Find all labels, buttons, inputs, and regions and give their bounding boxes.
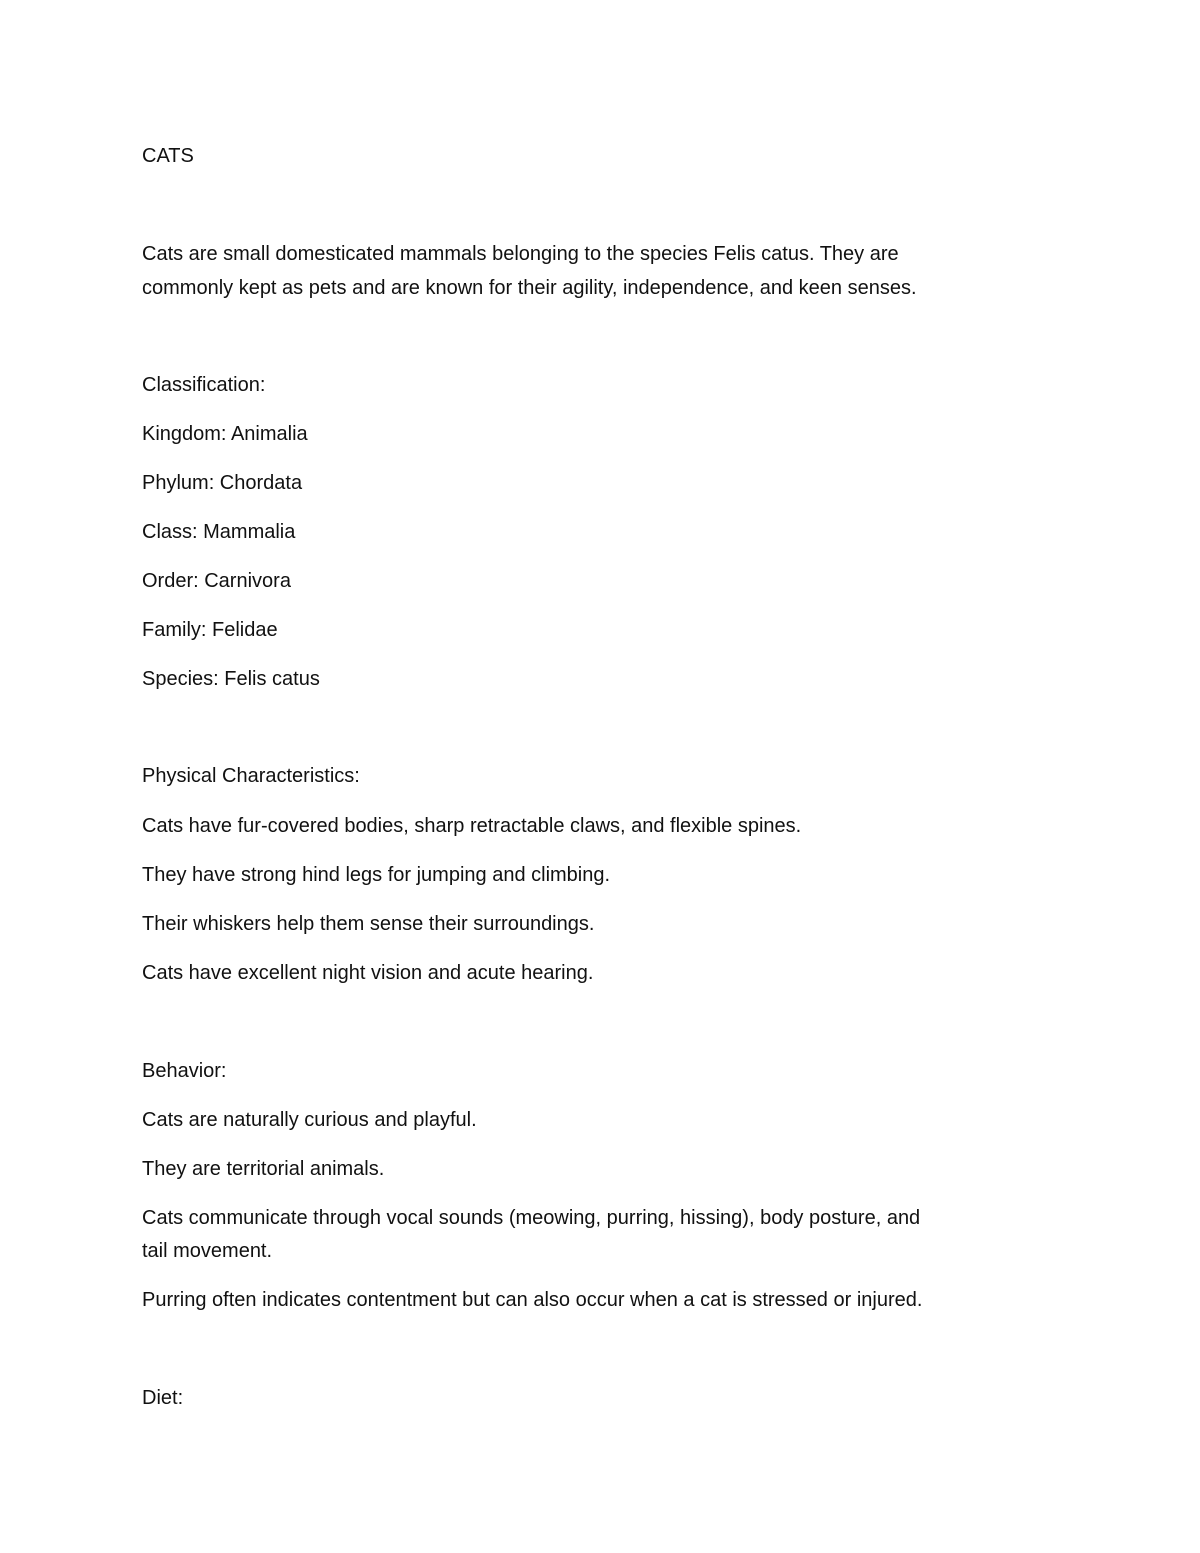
classification-phylum: Phylum: Chordata [142, 472, 303, 494]
classification-kingdom: Kingdom: Animalia [142, 423, 308, 445]
behavior-heading: Behavior: [142, 1060, 227, 1082]
behavior-item: They are territorial animals. [142, 1158, 385, 1180]
behavior-item-continuation: tail movement. [142, 1240, 273, 1262]
classification-family: Family: Felidae [142, 619, 278, 641]
classification-heading: Classification: [142, 374, 266, 396]
physical-item: They have strong hind legs for jumping and climbing. [142, 864, 611, 886]
physical-item: Their whiskers help them sense their surroundings. [142, 913, 595, 935]
behavior-item: Purring often indicates contentment but can also occur when a cat is stressed or injured. [142, 1289, 923, 1311]
document-title: CATS [142, 145, 194, 167]
physical-item: Cats have fur-covered bodies, sharp retractable claws, and flexible spines. [142, 815, 802, 837]
physical-heading: Physical Characteristics: [142, 765, 360, 787]
classification-species: Species: Felis catus [142, 668, 320, 690]
diet-heading: Diet: [142, 1387, 184, 1409]
behavior-item: Cats are naturally curious and playful. [142, 1109, 477, 1131]
behavior-item: Cats communicate through vocal sounds (meowing, purring, hissing), body posture, and [142, 1207, 921, 1229]
intro-line-2: commonly kept as pets and are known for their agility, independence, and keen senses. [142, 277, 917, 299]
classification-order: Order: Carnivora [142, 570, 291, 592]
intro-line-1: Cats are small domesticated mammals belonging to the species Felis catus. They are [142, 243, 899, 265]
physical-item: Cats have excellent night vision and acute hearing. [142, 962, 594, 984]
classification-class: Class: Mammalia [142, 521, 296, 543]
